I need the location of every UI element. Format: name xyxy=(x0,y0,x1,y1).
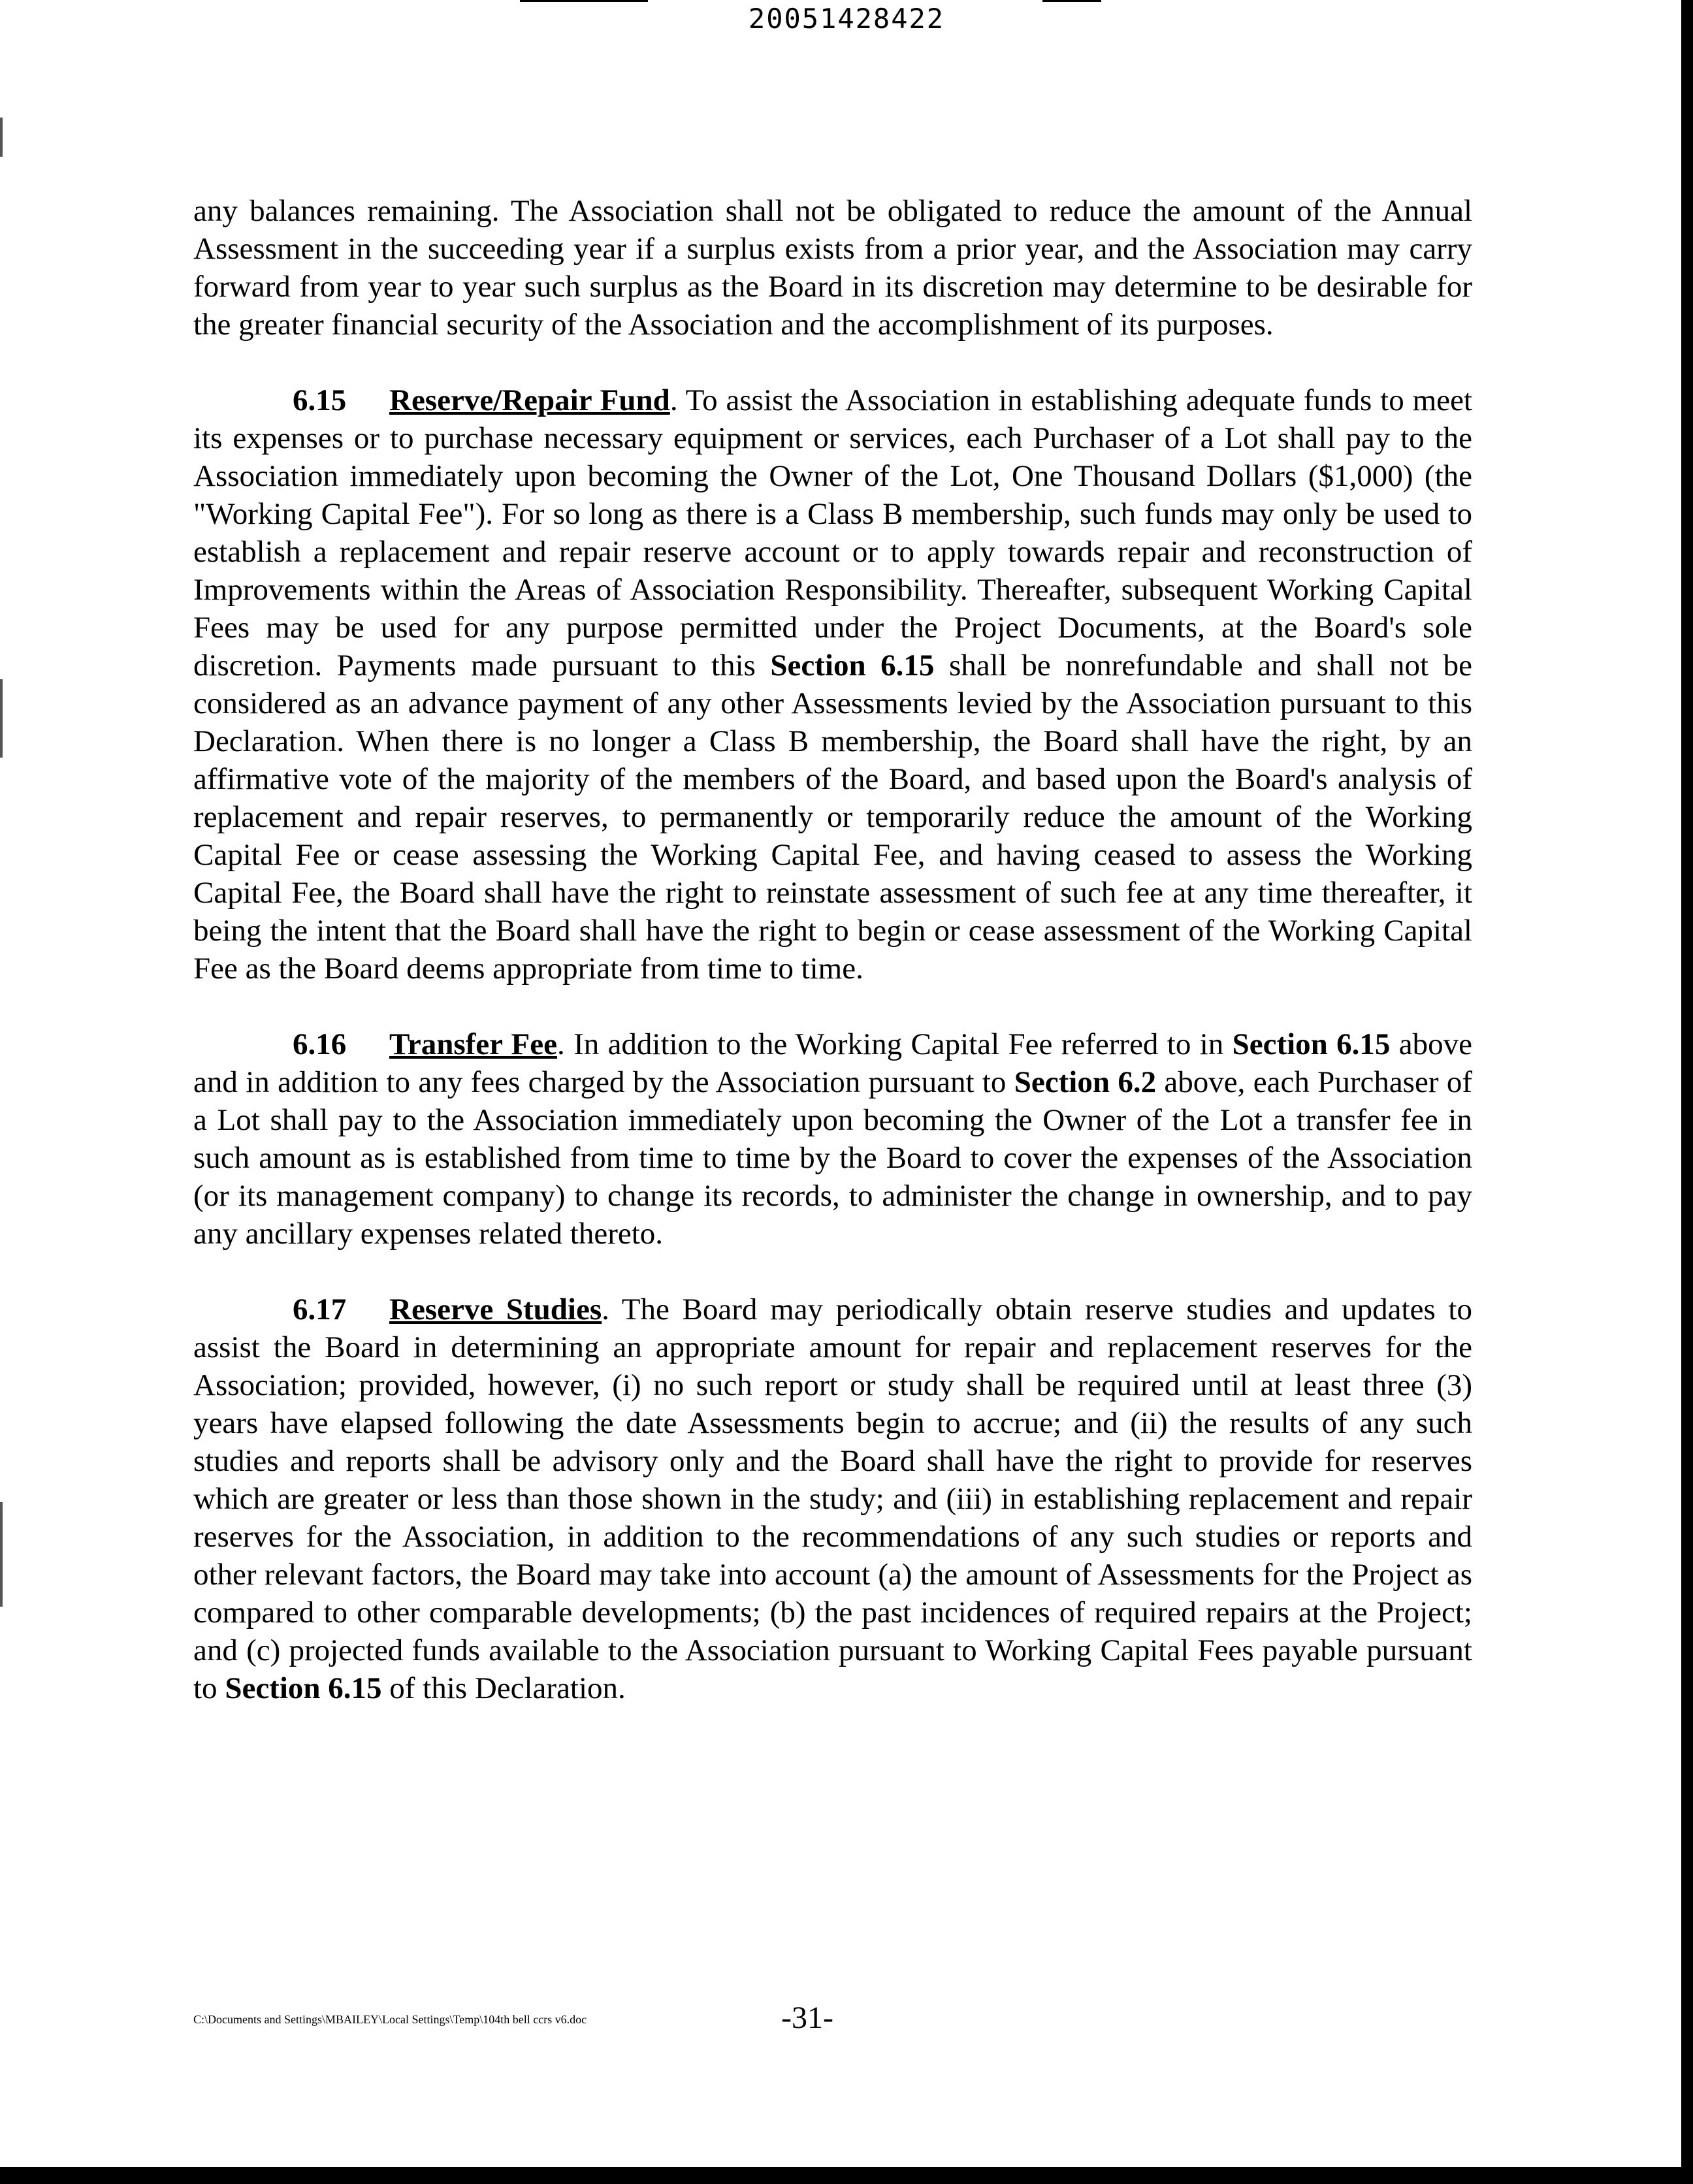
section-heading: Reserve Studies xyxy=(389,1293,602,1326)
section-heading: Transfer Fee xyxy=(389,1027,557,1061)
paragraph-text: any balances remaining. The Association shall not be obligated to reduce the amount of the Annual Assessment in the succeeding year if a surplus exists from a prior year, and the Association may carry forward from year to year such surplus as the Board in its discretion may determine to be desirable for the greater financial security of the Association and the accomplishment of its purposes. xyxy=(193,194,1472,342)
section-6-15 xyxy=(193,381,1472,988)
section-text: above and in addition to any fees charged by the Association pursuant to xyxy=(193,1027,1472,1099)
scan-edge-mark xyxy=(0,679,3,758)
section-reference: Section 6.15 xyxy=(1232,1027,1391,1061)
section-6-17 xyxy=(193,1291,1472,1707)
scan-edge-mark xyxy=(0,1502,3,1607)
section-text: . The Board may periodically obtain reserve studies and updates to assist the Board in determining an appropriate amount for repair and replacement reserves for the Association; provided, however, (i) no such report or study shall be required until at least three (3) years have elapsed following the date Assessments begin to accrue; and (ii) the results of any such studies and reports shall be advisory only and the Board shall have the right to provide for reserves which are greater or less than those shown in the study; and (iii) in establishing replacement and repair reserves for the Association, in addition to the recommendations of any such studies or reports and other relevant factors, the Board may take into account (a) the amount of Assessments for the Project as compared to other comparable developments; (b) the past incidences of required repairs at the Project; and (c) projected funds available to the Association pursuant to Working Capital Fees payable pursuant to xyxy=(193,1293,1472,1705)
section-text: . In addition to the Working Capital Fee referred to in xyxy=(556,1027,1233,1061)
section-text: shall be nonrefundable and shall not be considered as an advance payment of any other Assessments levied by the Association pursuant to this Declaration. When there is no longer a Class B membership, the Board shall have the right, by an affirmative vote of the majority of the members of the Board, and based upon the Board's analysis of replacement and repair reserves, to permanently or temporarily reduce the amount of the Working Capital Fee or cease assessing the Working Capital Fee, and having ceased to assess the Working Capital Fee, the Board shall have the right to reinstate assessment of such fee at any time thereafter, it being the intent that the Board shall have the right to begin or cease assessment of the Working Capital Fee as the Board deems appropriate from time to time. xyxy=(193,649,1472,986)
top-rule-left xyxy=(520,0,648,2)
section-reference: Section 6.15 xyxy=(225,1671,382,1705)
scan-border-bottom xyxy=(0,2167,1693,2184)
document-number: 20051428422 xyxy=(748,3,945,35)
section-text: of this Declaration. xyxy=(381,1671,626,1705)
paragraph-continuation xyxy=(193,192,1472,344)
section-text: above, each Purchaser of a Lot shall pay to the Association immediately upon becoming the Owner of the Lot a transfer fee in such amount as is established from time to time by the Board to cover the expenses of the Association (or its management company) to change its records, to administer the change in ownership, and to pay any ancillary expenses related thereto. xyxy=(193,1065,1472,1251)
scan-border-right xyxy=(1681,0,1693,2184)
section-reference: Section 6.2 xyxy=(1014,1065,1157,1099)
document-body xyxy=(193,192,1472,1745)
section-text: . To assist the Association in establishing adequate funds to meet its expenses or to purchase necessary equipment or services, each Purchaser of a Lot shall pay to the Association immediately upon becoming the Owner of the Lot, One Thousand Dollars ($1,000) (the "Working Capital Fee"). For so long as there is a Class B membership, such funds may only be used to establish a replacement and repair reserve account or to apply towards repair and reconstruction of Improvements within the Areas of Association Responsibility. Thereafter, subsequent Working Capital Fees may be used for any purpose permitted under the Project Documents, at the Board's sole discretion. Payments made pursuant to this xyxy=(193,383,1472,682)
section-6-16 xyxy=(193,1025,1472,1253)
section-number: 6.16 xyxy=(293,1027,347,1061)
section-heading: Reserve/Repair Fund xyxy=(389,383,670,417)
section-reference: Section 6.15 xyxy=(770,649,935,682)
page-number: -31- xyxy=(781,2000,833,2035)
scan-edge-mark xyxy=(0,118,3,157)
footer-file-path: C:\Documents and Settings\MBAILEY\Local Settings\Temp\104th bell ccrs v6.doc xyxy=(193,2013,587,2026)
section-number: 6.17 xyxy=(293,1293,347,1326)
top-rule-right xyxy=(1042,0,1101,2)
section-number: 6.15 xyxy=(293,383,347,417)
